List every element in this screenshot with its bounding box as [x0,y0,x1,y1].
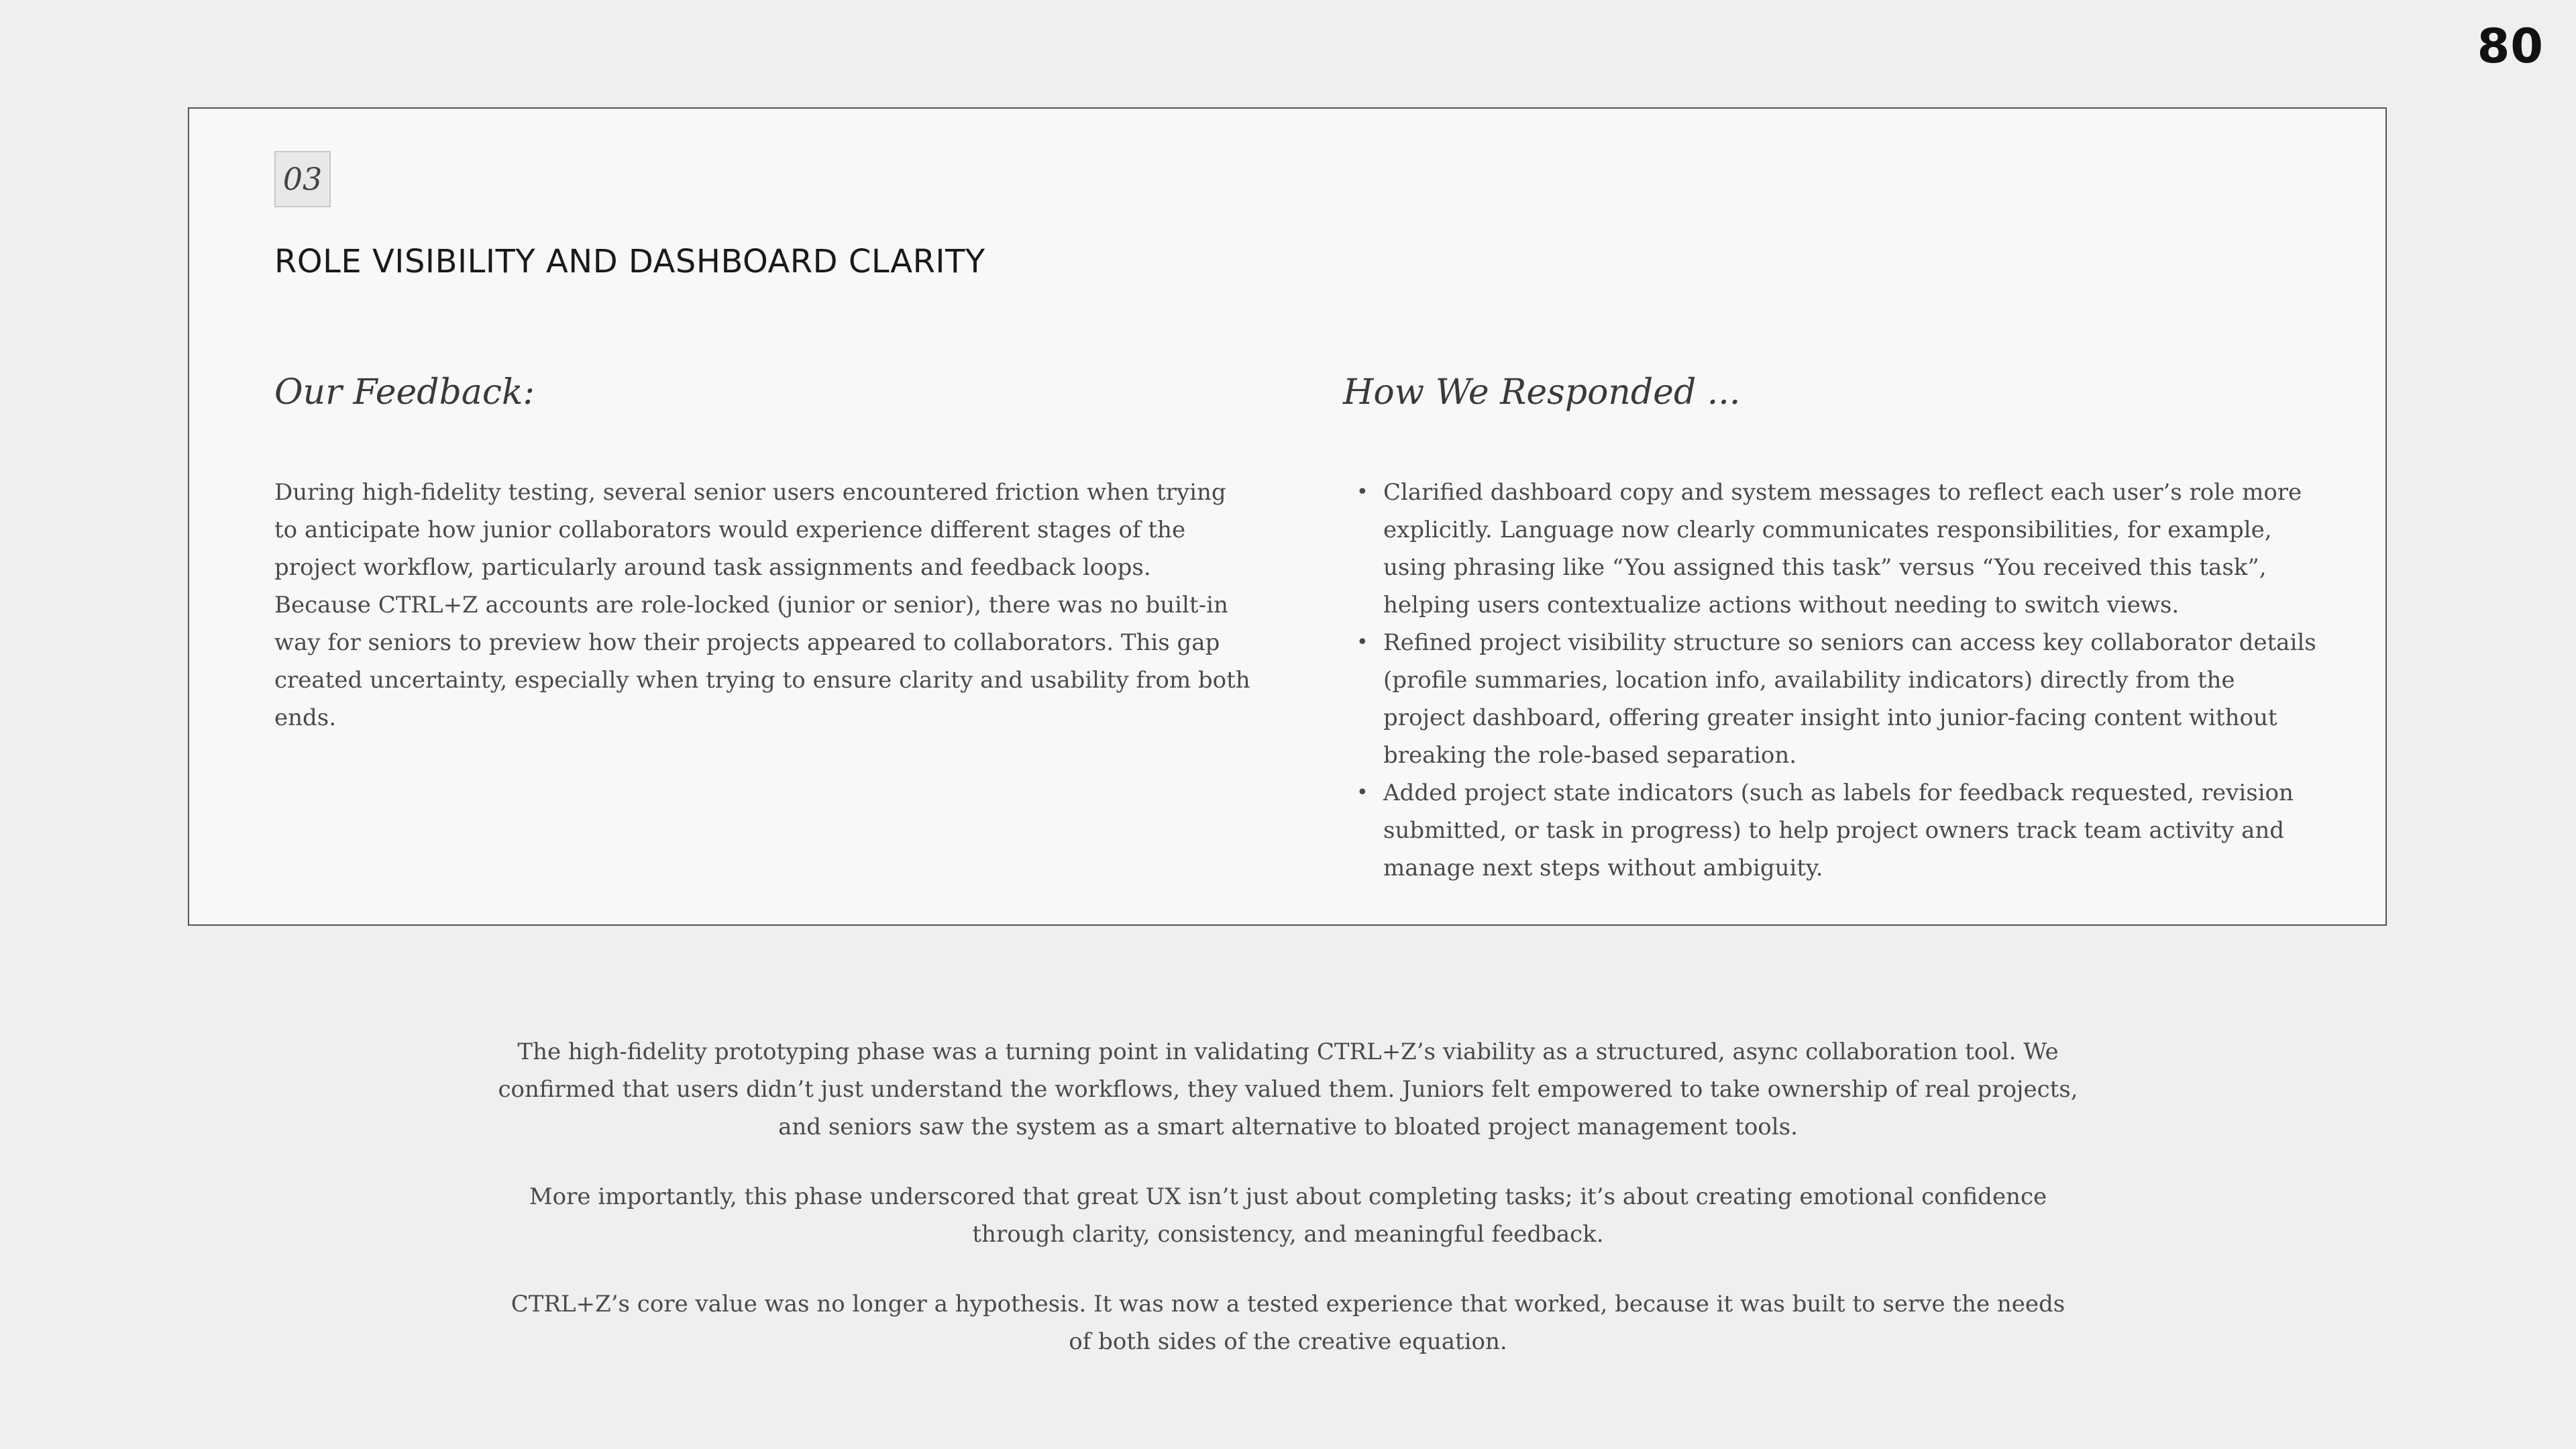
feedback-body: During high-fidelity testing, several senior users encountered friction when trying to anticipate how junior collaborators would experience different stages of the project workflow, particularly around task assignments and feedback loops. Because CTRL+Z accounts are role-locked (junior or senior), there was no built-in way for seniors to preview how their projects appeared to collaborators. This gap created uncertainty, especially when trying to ensure clarity and usability from both ends. [274,479,1250,731]
feedback-heading: Our Feedback: [274,372,535,413]
section-number-badge: 03 [274,151,331,207]
response-item: • Refined project visibility structure so seniors can access key collaborator details (profile summaries, location info, availability indicators) directly from the project dashboard, offering greater insight into junior-facing content without breaking the role-based separation. [1383,624,2322,774]
response-list [1343,474,2322,887]
response-heading: How We Responded ... [1343,372,1741,413]
summary-paragraph: More importantly, this phase underscored that great UX isn’t just about completing tasks; it’s about creating emotional confidence through clarity, consistency, and meaningful feedback. [529,1183,2047,1248]
case-study-card [188,107,2387,926]
summary-paragraph: The high-fidelity prototyping phase was a turning point in validating CTRL+Z’s viability as a structured, async collaboration tool. We confirmed that users didn’t just understand the workflows, they valued them. Juniors felt empowered to take ownership of real projects, and seniors saw the system as a smart alternative to bloated project management tools. [498,1038,2078,1140]
section-title: ROLE VISIBILITY AND DASHBOARD CLARITY [274,243,985,280]
summary-paragraph: CTRL+Z’s core value was no longer a hypothesis. It was now a tested experience that worked, because it was built to serve the needs of both sides of the creative equation. [511,1291,2065,1355]
page-number: 80 [2477,19,2544,74]
summary-section [496,1033,2080,1360]
response-item: • Added project state indicators (such as labels for feedback requested, revision submitted, or task in progress) to help project owners track team activity and manage next steps without ambiguity. [1383,774,2322,887]
response-item: • Clarified dashboard copy and system messages to reflect each user’s role more explicitly. Language now clearly communicates responsibilities, for example, using phrasing like “You assigned this task” versus “You received this task”, helping users contextualize actions without needing to switch views. [1383,474,2322,624]
